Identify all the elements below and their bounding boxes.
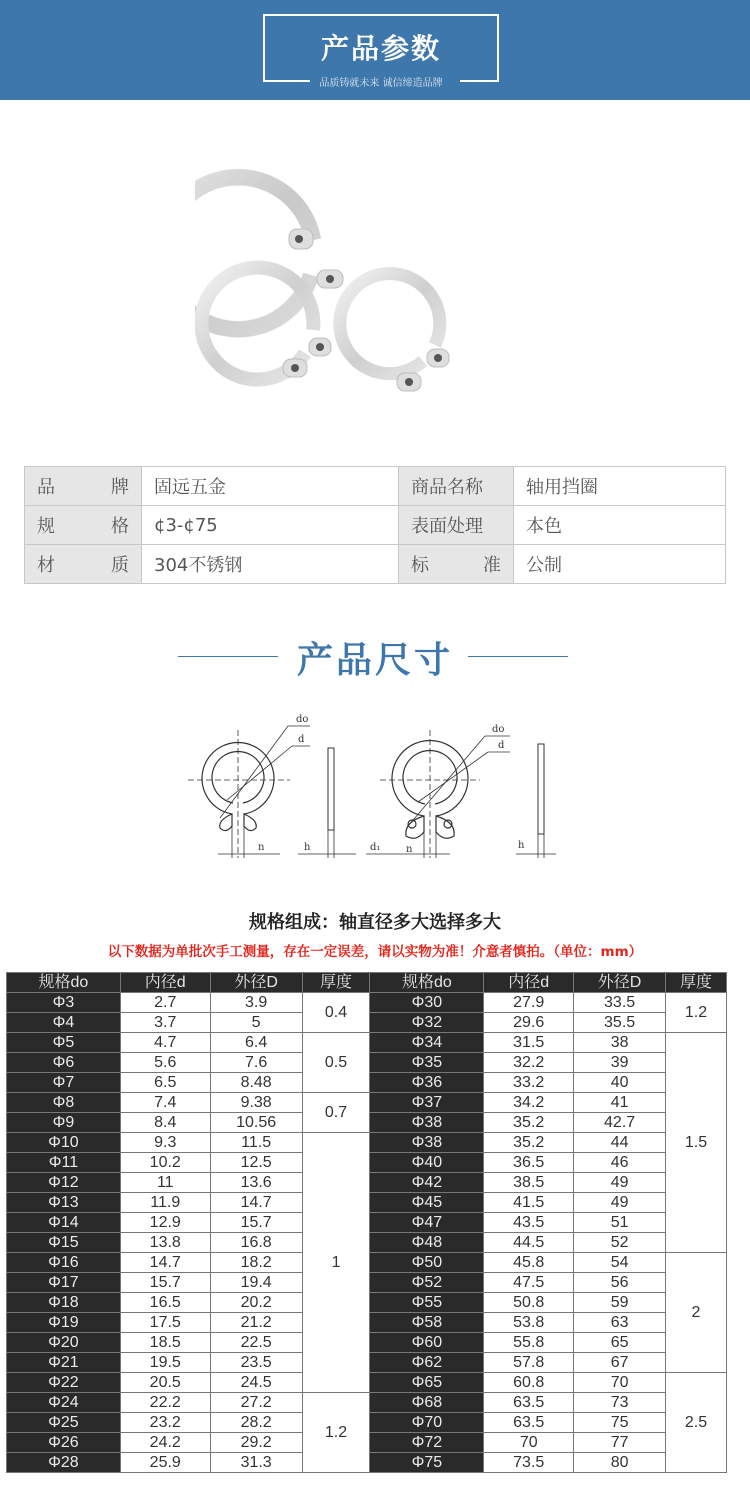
outer-diameter-cell: 8.48 <box>210 1073 302 1093</box>
label-n: n <box>258 842 265 853</box>
spec-size-cell: Φ36 <box>370 1073 484 1093</box>
column-header: 规格do <box>7 973 121 993</box>
table-row <box>7 1093 727 1113</box>
spec-size-cell: Φ72 <box>370 1433 484 1453</box>
outer-diameter-cell: 73 <box>574 1393 666 1413</box>
inner-diameter-cell: 53.8 <box>484 1313 574 1333</box>
spec-size-cell: Φ26 <box>7 1433 121 1453</box>
spec-size-cell: Φ34 <box>370 1033 484 1053</box>
param-value: 304不锈钢 <box>142 545 399 584</box>
spec-size-cell: Φ32 <box>370 1013 484 1033</box>
thickness-cell: 0.4 <box>302 993 370 1033</box>
spec-size-cell: Φ25 <box>7 1413 121 1433</box>
spec-size-cell: Φ18 <box>7 1293 121 1313</box>
divider-right <box>468 656 568 657</box>
outer-diameter-cell: 63 <box>574 1313 666 1333</box>
inner-diameter-cell: 17.5 <box>120 1313 210 1333</box>
outer-diameter-cell: 28.2 <box>210 1413 302 1433</box>
outer-diameter-cell: 22.5 <box>210 1333 302 1353</box>
inner-diameter-cell: 73.5 <box>484 1453 574 1473</box>
spec-size-cell: Φ60 <box>370 1333 484 1353</box>
inner-diameter-cell: 34.2 <box>484 1093 574 1113</box>
column-header: 外径D <box>574 973 666 993</box>
spec-size-cell: Φ30 <box>370 993 484 1013</box>
table-row <box>7 1033 727 1053</box>
table-row <box>7 1393 727 1413</box>
outer-diameter-cell: 70 <box>574 1373 666 1393</box>
label-d1: d₁ <box>370 842 381 853</box>
spec-size-cell: Φ14 <box>7 1213 121 1233</box>
param-label: 表面处理 <box>399 506 514 545</box>
spec-size-cell: Φ38 <box>370 1113 484 1133</box>
spec-size-cell: Φ8 <box>7 1093 121 1113</box>
spec-size-cell: Φ5 <box>7 1033 121 1053</box>
spec-size-cell: Φ37 <box>370 1093 484 1113</box>
label-do: do <box>296 714 309 725</box>
measurement-notice: 以下数据为单批次手工测量，存在一定误差，请以实物为准！介意者慎拍。（单位：mm） <box>107 944 643 960</box>
inner-diameter-cell: 16.5 <box>120 1293 210 1313</box>
label-do: do <box>492 724 505 735</box>
column-header: 内径d <box>484 973 574 993</box>
table-row <box>7 993 727 1013</box>
param-label: 商品名称 <box>399 467 514 506</box>
outer-diameter-cell: 77 <box>574 1433 666 1453</box>
spec-size-cell: Φ19 <box>7 1313 121 1333</box>
spec-size-cell: Φ68 <box>370 1393 484 1413</box>
outer-diameter-cell: 41 <box>574 1093 666 1113</box>
spec-size-cell: Φ3 <box>7 993 121 1013</box>
column-header: 厚度 <box>666 973 727 993</box>
thickness-cell: 2 <box>666 1253 727 1373</box>
column-header: 规格do <box>370 973 484 993</box>
spec-size-cell: Φ12 <box>7 1173 121 1193</box>
inner-diameter-cell: 19.5 <box>120 1353 210 1373</box>
inner-diameter-cell: 41.5 <box>484 1193 574 1213</box>
spec-size-cell: Φ65 <box>370 1373 484 1393</box>
table-row <box>25 506 726 545</box>
outer-diameter-cell: 56 <box>574 1273 666 1293</box>
label-char: 标 <box>411 555 429 576</box>
inner-diameter-cell: 38.5 <box>484 1173 574 1193</box>
section-title: 产品尺寸 <box>296 640 453 681</box>
param-label <box>25 467 142 506</box>
outer-diameter-cell: 23.5 <box>210 1353 302 1373</box>
inner-diameter-cell: 43.5 <box>484 1213 574 1233</box>
outer-diameter-cell: 39 <box>574 1053 666 1073</box>
top-banner <box>0 0 750 100</box>
inner-diameter-cell: 44.5 <box>484 1233 574 1253</box>
outer-diameter-cell: 24.5 <box>210 1373 302 1393</box>
table-row <box>25 467 726 506</box>
spec-size-cell: Φ48 <box>370 1233 484 1253</box>
thickness-cell: 1 <box>302 1133 370 1393</box>
outer-diameter-cell: 10.56 <box>210 1113 302 1133</box>
outer-diameter-cell: 46 <box>574 1153 666 1173</box>
spec-size-cell: Φ22 <box>7 1373 121 1393</box>
outer-diameter-cell: 54 <box>574 1253 666 1273</box>
spec-size-cell: Φ4 <box>7 1013 121 1033</box>
spec-size-cell: Φ62 <box>370 1353 484 1373</box>
inner-diameter-cell: 15.7 <box>120 1273 210 1293</box>
inner-diameter-cell: 25.9 <box>120 1453 210 1473</box>
spec-heading: 规格组成：轴直径多大选择多大 <box>249 912 501 933</box>
label-char: 质 <box>111 555 129 576</box>
outer-diameter-cell: 51 <box>574 1213 666 1233</box>
banner-title: 产品参数 <box>320 32 441 65</box>
inner-diameter-cell: 24.2 <box>120 1433 210 1453</box>
outer-diameter-cell: 5 <box>210 1013 302 1033</box>
inner-diameter-cell: 32.2 <box>484 1053 574 1073</box>
thickness-cell: 0.7 <box>302 1093 370 1133</box>
spec-size-cell: Φ9 <box>7 1113 121 1133</box>
inner-diameter-cell: 27.9 <box>484 993 574 1013</box>
outer-diameter-cell: 67 <box>574 1353 666 1373</box>
param-label <box>25 506 142 545</box>
label-char: 准 <box>483 555 501 576</box>
inner-diameter-cell: 63.5 <box>484 1413 574 1433</box>
spec-size-cell: Φ47 <box>370 1213 484 1233</box>
outer-diameter-cell: 11.5 <box>210 1133 302 1153</box>
table-row <box>25 545 726 584</box>
spec-size-cell: Φ42 <box>370 1173 484 1193</box>
param-value: 本色 <box>514 506 726 545</box>
inner-diameter-cell: 23.2 <box>120 1413 210 1433</box>
outer-diameter-cell: 15.7 <box>210 1213 302 1233</box>
inner-diameter-cell: 55.8 <box>484 1333 574 1353</box>
inner-diameter-cell: 18.5 <box>120 1333 210 1353</box>
spec-size-cell: Φ16 <box>7 1253 121 1273</box>
inner-diameter-cell: 70 <box>484 1433 574 1453</box>
spec-size-cell: Φ28 <box>7 1453 121 1473</box>
label-char: 品 <box>37 477 55 498</box>
param-value: ¢3-¢75 <box>142 506 399 545</box>
outer-diameter-cell: 35.5 <box>574 1013 666 1033</box>
inner-diameter-cell: 35.2 <box>484 1133 574 1153</box>
large-ring-icon <box>195 177 343 329</box>
spec-size-cell: Φ55 <box>370 1293 484 1313</box>
outer-diameter-cell: 44 <box>574 1133 666 1153</box>
outer-diameter-cell: 9.38 <box>210 1093 302 1113</box>
outer-diameter-cell: 18.2 <box>210 1253 302 1273</box>
spec-size-cell: Φ70 <box>370 1413 484 1433</box>
param-value: 轴用挡圈 <box>514 467 726 506</box>
spec-size-cell: Φ52 <box>370 1273 484 1293</box>
inner-diameter-cell: 36.5 <box>484 1153 574 1173</box>
outer-diameter-cell: 19.4 <box>210 1273 302 1293</box>
product-parameters-table <box>24 466 726 584</box>
thickness-cell: 1.2 <box>666 993 727 1033</box>
inner-diameter-cell: 5.6 <box>120 1053 210 1073</box>
ring-drawing-left <box>188 714 356 858</box>
outer-diameter-cell: 49 <box>574 1193 666 1213</box>
spec-size-cell: Φ35 <box>370 1053 484 1073</box>
spec-size-cell: Φ45 <box>370 1193 484 1213</box>
outer-diameter-cell: 31.3 <box>210 1453 302 1473</box>
inner-diameter-cell: 57.8 <box>484 1353 574 1373</box>
inner-diameter-cell: 6.5 <box>120 1073 210 1093</box>
spec-size-cell: Φ7 <box>7 1073 121 1093</box>
inner-diameter-cell: 45.8 <box>484 1253 574 1273</box>
inner-diameter-cell: 50.8 <box>484 1293 574 1313</box>
inner-diameter-cell: 14.7 <box>120 1253 210 1273</box>
spec-size-cell: Φ17 <box>7 1273 121 1293</box>
label-d: d <box>298 734 305 745</box>
inner-diameter-cell: 8.4 <box>120 1113 210 1133</box>
inner-diameter-cell: 2.7 <box>120 993 210 1013</box>
thickness-cell: 1.2 <box>302 1393 370 1473</box>
product-photo <box>195 155 470 425</box>
inner-diameter-cell: 47.5 <box>484 1273 574 1293</box>
small-ring-icon <box>340 274 449 391</box>
inner-diameter-cell: 11.9 <box>120 1193 210 1213</box>
label-char: 材 <box>37 555 55 576</box>
outer-diameter-cell: 13.6 <box>210 1173 302 1193</box>
label-char: 规 <box>37 516 55 537</box>
column-header: 厚度 <box>302 973 370 993</box>
spec-size-cell: Φ13 <box>7 1193 121 1213</box>
outer-diameter-cell: 29.2 <box>210 1433 302 1453</box>
outer-diameter-cell: 14.7 <box>210 1193 302 1213</box>
thickness-cell: 2.5 <box>666 1373 727 1473</box>
spec-size-cell: Φ38 <box>370 1133 484 1153</box>
label-h: h <box>518 840 525 851</box>
inner-diameter-cell: 12.9 <box>120 1213 210 1233</box>
param-label <box>399 545 514 584</box>
table-row <box>7 1133 727 1153</box>
outer-diameter-cell: 16.8 <box>210 1233 302 1253</box>
inner-diameter-cell: 3.7 <box>120 1013 210 1033</box>
dimension-diagram <box>180 708 580 868</box>
thickness-cell: 1.5 <box>666 1033 727 1253</box>
inner-diameter-cell: 22.2 <box>120 1393 210 1413</box>
inner-diameter-cell: 20.5 <box>120 1373 210 1393</box>
outer-diameter-cell: 65 <box>574 1333 666 1353</box>
spec-size-cell: Φ10 <box>7 1133 121 1153</box>
param-value: 固远五金 <box>142 467 399 506</box>
inner-diameter-cell: 31.5 <box>484 1033 574 1053</box>
param-label <box>25 545 142 584</box>
thickness-cell: 0.5 <box>302 1033 370 1093</box>
outer-diameter-cell: 49 <box>574 1173 666 1193</box>
spec-size-cell: Φ24 <box>7 1393 121 1413</box>
outer-diameter-cell: 7.6 <box>210 1053 302 1073</box>
spec-size-cell: Φ50 <box>370 1253 484 1273</box>
outer-diameter-cell: 20.2 <box>210 1293 302 1313</box>
inner-diameter-cell: 9.3 <box>120 1133 210 1153</box>
spec-size-cell: Φ21 <box>7 1353 121 1373</box>
spec-size-cell: Φ20 <box>7 1333 121 1353</box>
label-char: 牌 <box>111 477 129 498</box>
spec-size-cell: Φ58 <box>370 1313 484 1333</box>
size-spec-table <box>6 972 727 1473</box>
label-n: n <box>406 844 413 855</box>
outer-diameter-cell: 80 <box>574 1453 666 1473</box>
spec-size-cell: Φ11 <box>7 1153 121 1173</box>
outer-diameter-cell: 27.2 <box>210 1393 302 1413</box>
inner-diameter-cell: 60.8 <box>484 1373 574 1393</box>
outer-diameter-cell: 33.5 <box>574 993 666 1013</box>
inner-diameter-cell: 11 <box>120 1173 210 1193</box>
outer-diameter-cell: 3.9 <box>210 993 302 1013</box>
label-h: h <box>304 842 311 853</box>
inner-diameter-cell: 33.2 <box>484 1073 574 1093</box>
outer-diameter-cell: 52 <box>574 1233 666 1253</box>
spec-size-cell: Φ15 <box>7 1233 121 1253</box>
outer-diameter-cell: 38 <box>574 1033 666 1053</box>
inner-diameter-cell: 63.5 <box>484 1393 574 1413</box>
outer-diameter-cell: 12.5 <box>210 1153 302 1173</box>
banner-subtitle: 品质铸就未来 诚信缔造品牌 <box>319 78 443 89</box>
spec-size-cell: Φ75 <box>370 1453 484 1473</box>
spec-size-cell: Φ6 <box>7 1053 121 1073</box>
inner-diameter-cell: 29.6 <box>484 1013 574 1033</box>
ring-drawing-right <box>366 724 556 858</box>
outer-diameter-cell: 42.7 <box>574 1113 666 1133</box>
outer-diameter-cell: 75 <box>574 1413 666 1433</box>
table-header-row <box>7 973 727 993</box>
outer-diameter-cell: 59 <box>574 1293 666 1313</box>
inner-diameter-cell: 10.2 <box>120 1153 210 1173</box>
column-header: 内径d <box>120 973 210 993</box>
outer-diameter-cell: 6.4 <box>210 1033 302 1053</box>
label-char: 格 <box>111 516 129 537</box>
label-d: d <box>498 740 505 751</box>
spec-size-cell: Φ40 <box>370 1153 484 1173</box>
outer-diameter-cell: 40 <box>574 1073 666 1093</box>
inner-diameter-cell: 4.7 <box>120 1033 210 1053</box>
column-header: 外径D <box>210 973 302 993</box>
inner-diameter-cell: 7.4 <box>120 1093 210 1113</box>
inner-diameter-cell: 13.8 <box>120 1233 210 1253</box>
outer-diameter-cell: 21.2 <box>210 1313 302 1333</box>
param-value: 公制 <box>514 545 726 584</box>
inner-diameter-cell: 35.2 <box>484 1113 574 1133</box>
